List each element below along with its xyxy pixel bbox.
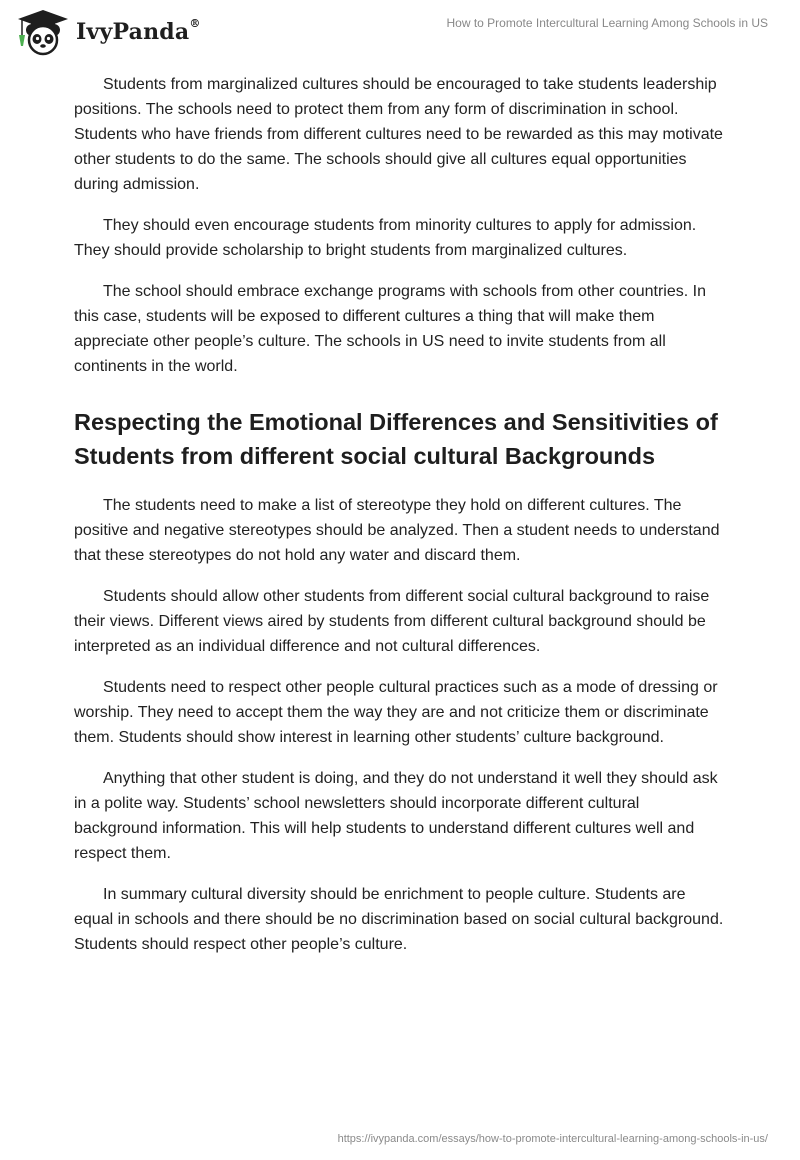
paragraph: In summary cultural diversity should be enrichment to people culture. Students are equal in schools and there should be no discrimination based on social cultural background. Students should respect other people’s culture.: [74, 886, 724, 953]
page-header: [0, 0, 800, 60]
paragraph: They should even encourage students from minority cultures to apply for admission. They should provide scholarship to bright students from marginalized cultures.: [74, 217, 697, 259]
logo-text: IvyPanda: [76, 19, 190, 45]
registered-mark: ®: [189, 16, 201, 30]
paragraph: The school should embrace exchange programs with schools from other countries. In this case, students will be exposed to different cultures a thing that will make them appreciate other people’s culture. The schools in US need to invite students from all continents in the world.: [74, 283, 706, 375]
logo-wordmark: [76, 16, 201, 45]
document-title: How to Promote Intercultural Learning Among Schools in US: [446, 16, 768, 30]
essay-body: [74, 72, 726, 973]
paragraph: The students need to make a list of stereotype they hold on different cultures. The positive and negative stereotypes should be analyzed. Then a student needs to understand that these stereotypes do not hold any water and discard them.: [74, 497, 720, 564]
paragraph: Anything that other student is doing, and they do not understand it well they should ask in a polite way. Students’ school newsletters should incorporate different cultural background information. This will help students to understand different cultures well and respect them.: [74, 770, 718, 862]
section-heading: Respecting the Emotional Differences and Sensitivities of Students from different social cultural Backgrounds: [74, 409, 718, 469]
panda-graduate-icon: [14, 8, 72, 56]
paragraph: Students should allow other students from different social cultural background to raise their views. Different views aired by students from different cultural background should be interpreted as an individual difference and not cultural differences.: [74, 588, 710, 655]
source-url[interactable]: https://ivypanda.com/essays/how-to-promote-intercultural-learning-among-schools-in-us/: [337, 1133, 768, 1145]
ivypanda-logo[interactable]: [14, 8, 201, 56]
paragraph: Students need to respect other people cultural practices such as a mode of dressing or worship. They need to accept them the way they are and not criticize them or discriminate them. Students should show interest in learning other students’ culture background.: [74, 679, 718, 746]
paragraph: Students from marginalized cultures should be encouraged to take students leadership positions. The schools need to protect them from any form of discrimination in school. Students who have friends from different cultures need to be rewarded as this may motivate other students to do the same. The schools should give all cultures equal opportunities during admission.: [74, 76, 723, 193]
